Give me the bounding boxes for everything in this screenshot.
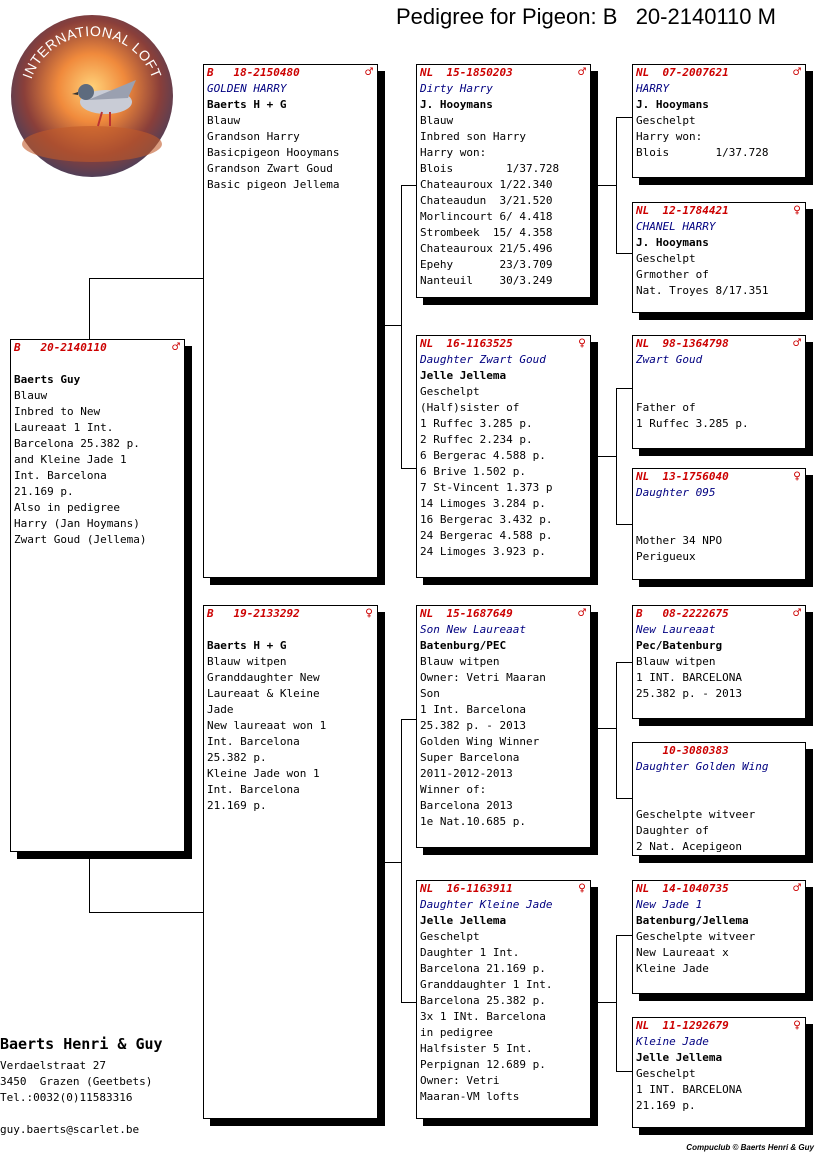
info-line: Blois 1/37.728 xyxy=(636,146,769,159)
connector xyxy=(616,662,617,799)
male-icon: ♂ xyxy=(793,65,801,80)
info-line: Blauw witpen xyxy=(636,655,716,668)
male-icon: ♂ xyxy=(578,606,586,621)
info-line: Geschelpt xyxy=(636,1067,696,1080)
pigeon-name: Kleine Jade xyxy=(636,1035,709,1048)
info-line: Morlincourt 6/ 4.418 xyxy=(420,210,553,223)
info-line: 1 Ruffec 3.285 p. xyxy=(636,417,749,430)
info-line: 1 INT. BARCELONA xyxy=(636,1083,742,1096)
connector xyxy=(616,117,633,118)
info-line: Strombeek 15/ 4.358 xyxy=(420,226,553,239)
info-line: Laureaat & Kleine xyxy=(207,687,320,700)
info-line: 24 Bergerac 4.588 p. xyxy=(420,529,553,542)
pigeon-name xyxy=(207,622,374,638)
ring-number: NL 12-1784421 xyxy=(636,204,729,217)
info-line: 6 Bergerac 4.588 p. xyxy=(420,449,546,462)
info-line: Barcelona 25.382 p. xyxy=(420,994,546,1007)
info-line: Inbred son Harry xyxy=(420,130,526,143)
pigeon-card-ffm xyxy=(632,202,806,313)
female-icon: ♀ xyxy=(365,606,373,621)
pigeon-name: Daughter Golden Wing xyxy=(636,760,769,773)
info-line: New laureaat won 1 xyxy=(207,719,327,732)
info-line: Halfsister 5 Int. xyxy=(420,1042,533,1055)
info-line: Daughter 1 Int. xyxy=(420,946,520,959)
pigeon-name: CHANEL HARRY xyxy=(636,220,716,233)
info-line: 25.382 p. xyxy=(207,751,267,764)
pigeon-owner xyxy=(636,501,802,517)
pigeon-owner: Batenburg/Jellema xyxy=(636,914,749,927)
connector xyxy=(616,935,617,1072)
connector xyxy=(89,912,204,913)
info-line: 7 St-Vincent 1.373 p xyxy=(420,481,553,494)
info-line: 21.169 p. xyxy=(14,485,74,498)
info-line: Int. Barcelona xyxy=(207,783,300,796)
info-line: Father of xyxy=(636,401,696,414)
pigeon-card-mmf xyxy=(632,880,806,994)
info-line: Int. Barcelona xyxy=(14,469,107,482)
info-line: 25.382 p. - 2013 xyxy=(636,687,742,700)
female-icon: ♀ xyxy=(793,203,801,218)
pigeon-card-fmf xyxy=(632,335,806,449)
ring-number: B 18-2150480 xyxy=(207,66,300,79)
info-line: Barcelona 21.169 p. xyxy=(420,962,546,975)
info-line: Chateauroux 1/22.340 xyxy=(420,178,553,191)
info-line: (Half)sister of xyxy=(420,401,520,414)
ring-number: NL 13-1756040 xyxy=(636,470,729,483)
info-line: Harry won: xyxy=(420,146,487,159)
connector xyxy=(616,117,617,254)
connector xyxy=(616,1071,633,1072)
pigeon-card-mff xyxy=(632,605,806,719)
info-line: Perpignan 12.689 p. xyxy=(420,1058,546,1071)
pigeon-card-fm xyxy=(416,335,591,578)
info-line: 1 Ruffec 3.285 p. xyxy=(420,417,533,430)
pigeon-owner: Baerts H + G xyxy=(207,639,287,652)
pigeon-owner: Jelle Jellema xyxy=(636,1051,723,1064)
breeder-name: Baerts Henri & Guy xyxy=(0,1035,163,1053)
info-line: Geschelpt xyxy=(636,252,696,265)
connector xyxy=(616,253,633,254)
ring-number: NL 15-1687649 xyxy=(420,607,513,620)
info-line: 21.169 p. xyxy=(207,799,267,812)
info-line: Blois 1/37.728 xyxy=(420,162,560,175)
info-line: 3x 1 INt. Barcelona xyxy=(420,1010,546,1023)
breeder-street: Verdaelstraat 27 xyxy=(0,1059,106,1072)
connector xyxy=(616,388,633,389)
info-line: Granddaughter 1 Int. xyxy=(420,978,553,991)
ring-number: NL 15-1850203 xyxy=(420,66,513,79)
info-line: Laureaat 1 Int. xyxy=(14,421,114,434)
info-line: Blauw xyxy=(207,114,241,127)
info-line: Inbred to New xyxy=(14,405,101,418)
male-icon: ♂ xyxy=(793,336,801,351)
connector xyxy=(616,388,617,525)
info-line: Mother 34 NPO xyxy=(636,534,723,547)
info-line: New Laureaat x xyxy=(636,946,729,959)
info-line: Also in pedigree xyxy=(14,501,120,514)
info-line: Harry won: xyxy=(636,130,703,143)
pigeon-name xyxy=(14,356,181,372)
pigeon-name: GOLDEN HARRY xyxy=(207,82,287,95)
pigeon-card-mfm xyxy=(632,742,806,856)
ring-number: B 19-2133292 xyxy=(207,607,300,620)
connector xyxy=(401,468,416,469)
connector xyxy=(590,185,617,186)
info-line: Son xyxy=(420,687,440,700)
info-line: Geschelpte witveer xyxy=(636,930,756,943)
info-line: 2 Nat. Acepigeon xyxy=(636,840,742,853)
info-line: Blauw xyxy=(420,114,454,127)
pigeon-card-fff xyxy=(632,64,806,178)
info-line: 1 INT. BARCELONA xyxy=(636,671,742,684)
ring-number: 10-3080383 xyxy=(636,744,729,757)
ring-number: B 08-2222675 xyxy=(636,607,729,620)
info-line: Geschelpt xyxy=(636,114,696,127)
info-line: Perigueux xyxy=(636,550,696,563)
info-line: Daughter of xyxy=(636,824,709,837)
female-icon: ♀ xyxy=(578,336,586,351)
connector xyxy=(590,456,617,457)
info-line: 2011-2012-2013 xyxy=(420,767,513,780)
info-line: Basicpigeon Hooymans xyxy=(207,146,340,159)
pigeon-name: Dirty Harry xyxy=(420,82,493,95)
connector xyxy=(401,1002,416,1003)
pigeon-name: Daughter Zwart Goud xyxy=(420,353,546,366)
pigeon-owner: J. Hooymans xyxy=(636,236,709,249)
ring-number: NL 07-2007621 xyxy=(636,66,729,79)
pigeon-card-subject xyxy=(10,339,185,852)
pigeon-owner xyxy=(636,368,802,384)
pigeon-card-fmm xyxy=(632,468,806,580)
connector xyxy=(401,719,416,720)
info-line: Chateaudun 3/21.520 xyxy=(420,194,553,207)
pigeon-name: Daughter Kleine Jade xyxy=(420,898,553,911)
page-title: Pedigree for Pigeon: B 20-2140110 M xyxy=(396,4,776,29)
info-line: Maaran-VM lofts xyxy=(420,1090,520,1103)
connector xyxy=(401,719,402,1002)
info-line: 21.169 p. xyxy=(636,1099,696,1112)
info-line: Epehy 23/3.709 xyxy=(420,258,553,271)
info-line: Zwart Goud (Jellema) xyxy=(14,533,147,546)
breeder-city: 3450 Grazen (Geetbets) xyxy=(0,1075,153,1088)
pigeon-card-mmm xyxy=(632,1017,806,1128)
pigeon-owner: Jelle Jellema xyxy=(420,914,507,927)
connector xyxy=(401,185,416,186)
info-line: 25.382 p. - 2013 xyxy=(420,719,526,732)
pigeon-owner: J. Hooymans xyxy=(636,98,709,111)
info-line: and Kleine Jade 1 xyxy=(14,453,127,466)
info-line: Barcelona 25.382 p. xyxy=(14,437,140,450)
info-line: Granddaughter New xyxy=(207,671,320,684)
info-line: Geschelpte witveer xyxy=(636,808,756,821)
info-line: Basic pigeon Jellema xyxy=(207,178,340,191)
info-line: 14 Limoges 3.284 p. xyxy=(420,497,546,510)
info-line: Owner: Vetri xyxy=(420,1074,500,1087)
info-line: Kleine Jade xyxy=(636,962,709,975)
connector xyxy=(616,935,633,936)
logo-text: INTERNATIONAL LOFT xyxy=(19,22,165,81)
info-line: Blauw xyxy=(14,389,48,402)
female-icon: ♀ xyxy=(578,881,586,896)
connector xyxy=(590,1002,617,1003)
ring-number: NL 16-1163525 xyxy=(420,337,513,350)
connector xyxy=(590,728,617,729)
international-loft-logo xyxy=(10,14,174,178)
breeder-info xyxy=(0,1034,163,1138)
pigeon-owner: Batenburg/PEC xyxy=(420,639,507,652)
pigeon-name: Son New Laureaat xyxy=(420,623,526,636)
pigeon-name: Daughter 095 xyxy=(636,486,716,499)
ring-number: NL 98-1364798 xyxy=(636,337,729,350)
info-line: Super Barcelona xyxy=(420,751,520,764)
info-line: 24 Limoges 3.923 p. xyxy=(420,545,546,558)
info-line: Owner: Vetri Maaran xyxy=(420,671,546,684)
male-icon: ♂ xyxy=(172,340,180,355)
info-line: Geschelpt xyxy=(420,385,480,398)
info-line: Grmother of xyxy=(636,268,709,281)
pigeon-name: Zwart Goud xyxy=(636,353,703,366)
ring-number: NL 14-1040735 xyxy=(636,882,729,895)
info-line: Chateauroux 21/5.496 xyxy=(420,242,553,255)
male-icon: ♂ xyxy=(793,606,801,621)
pigeon-owner xyxy=(636,775,802,791)
connector xyxy=(377,325,402,326)
info-line: Blauw witpen xyxy=(420,655,500,668)
info-line: Blauw witpen xyxy=(207,655,287,668)
male-icon: ♂ xyxy=(793,881,801,896)
info-line: Winner of: xyxy=(420,783,487,796)
info-line: 1e Nat.10.685 p. xyxy=(420,815,526,828)
pigeon-owner: J. Hooymans xyxy=(420,98,493,111)
info-line: in pedigree xyxy=(420,1026,493,1039)
pigeon-card-father xyxy=(203,64,378,578)
info-line: Kleine Jade won 1 xyxy=(207,767,320,780)
connector xyxy=(89,278,204,279)
info-line xyxy=(636,517,802,533)
breeder-phone: Tel.:0032(0)11583316 xyxy=(0,1091,133,1104)
info-line: 6 Brive 1.502 p. xyxy=(420,465,526,478)
info-line: Jade xyxy=(207,703,234,716)
info-line: Harry (Jan Hoymans) xyxy=(14,517,140,530)
info-line: Golden Wing Winner xyxy=(420,735,540,748)
pigeon-name: New Jade 1 xyxy=(636,898,703,911)
info-line: Grandson Harry xyxy=(207,130,300,143)
info-line: Geschelpt xyxy=(420,930,480,943)
pigeon-name: HARRY xyxy=(636,82,670,95)
pigeon-card-mother xyxy=(203,605,378,1119)
info-line: Nat. Troyes 8/17.351 xyxy=(636,284,769,297)
info-line xyxy=(636,384,802,400)
info-line: Nanteuil 30/3.249 xyxy=(420,274,553,287)
pigeon-name: New Laureaat xyxy=(636,623,716,636)
pigeon-card-mm xyxy=(416,880,591,1119)
connector xyxy=(89,278,90,340)
info-line: 16 Bergerac 3.432 p. xyxy=(420,513,553,526)
pigeon-owner: Jelle Jellema xyxy=(420,369,507,382)
ring-number: B 20-2140110 xyxy=(14,341,107,354)
connector xyxy=(89,851,90,913)
pigeon-card-mf xyxy=(416,605,591,848)
info-line: 2 Ruffec 2.234 p. xyxy=(420,433,533,446)
male-icon: ♂ xyxy=(578,65,586,80)
info-line: Grandson Zwart Goud xyxy=(207,162,333,175)
footer-credit: Compuclub © Baerts Henri & Guy xyxy=(686,1143,814,1152)
connector xyxy=(616,662,633,663)
ring-number: NL 16-1163911 xyxy=(420,882,513,895)
connector xyxy=(616,524,633,525)
female-icon: ♀ xyxy=(793,1018,801,1033)
connector xyxy=(616,798,633,799)
female-icon: ♀ xyxy=(793,469,801,484)
breeder-email: guy.baerts@scarlet.be xyxy=(0,1123,140,1136)
info-line xyxy=(636,791,802,807)
info-line: Int. Barcelona xyxy=(207,735,300,748)
pigeon-owner: Pec/Batenburg xyxy=(636,639,723,652)
info-line: 1 Int. Barcelona xyxy=(420,703,526,716)
pigeon-card-ff xyxy=(416,64,591,298)
connector xyxy=(377,862,402,863)
male-icon: ♂ xyxy=(365,65,373,80)
info-line: Barcelona 2013 xyxy=(420,799,513,812)
connector xyxy=(401,185,402,468)
ring-number: NL 11-1292679 xyxy=(636,1019,729,1032)
pigeon-owner: Baerts H + G xyxy=(207,98,287,111)
pigeon-owner: Baerts Guy xyxy=(14,373,81,386)
